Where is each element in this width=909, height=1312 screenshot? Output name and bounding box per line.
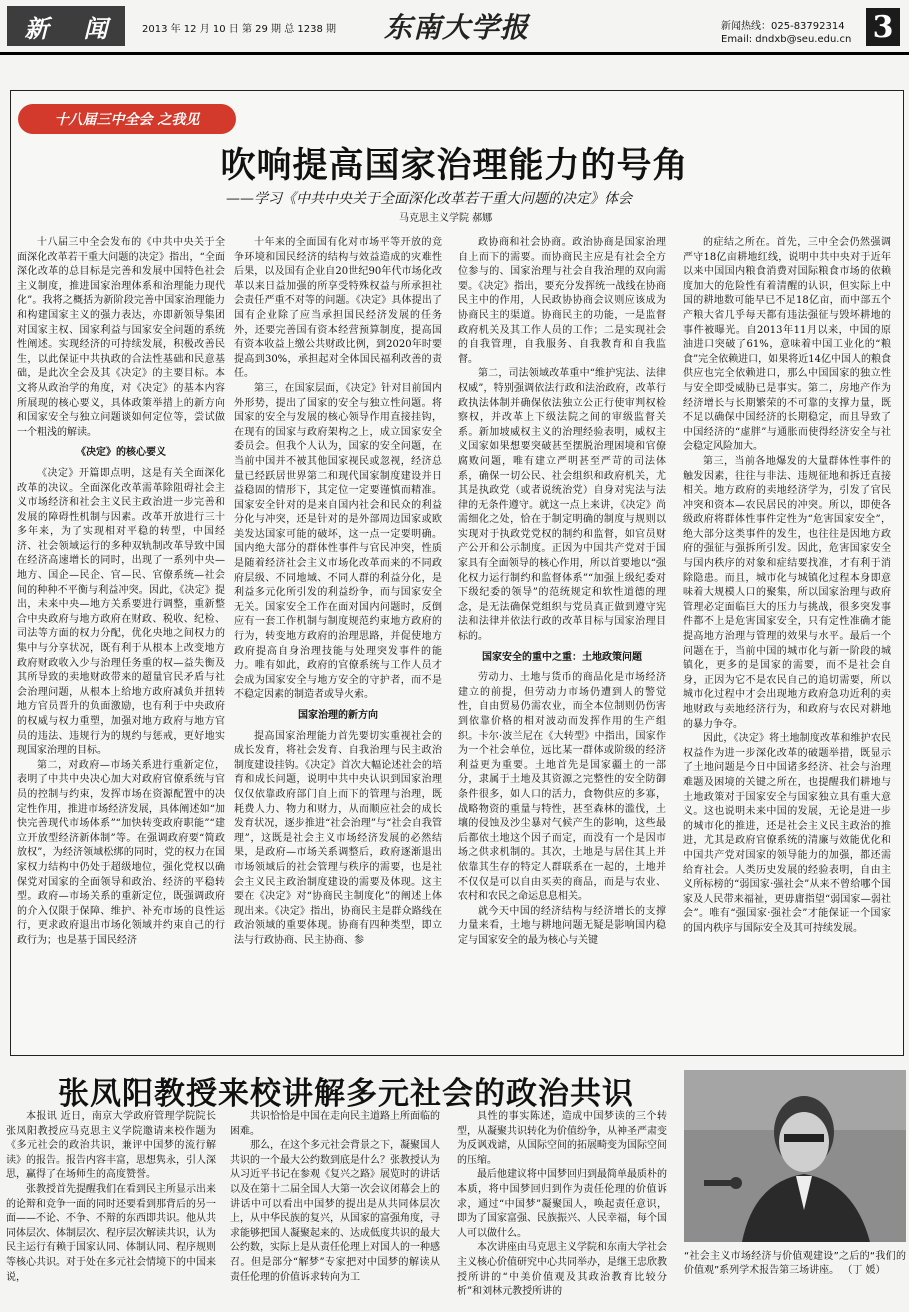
news-paragraph: 那么，在这个多元社会背景之下，凝聚国人共识的一个最大公约数到底是什么？张教授认为从习近平书记在参观《复兴之路》展览时的讲话以及在第十二届全国人大第一次会议闭幕会上的讲话中可以看出中国梦的提出是从共同体层次上，从中华民族的复兴，从国家的富强角度，寻求能够把国人凝聚起来的、达成低度共识的最大公约数，实际上是从责任伦理上对国人的一种感召。但是部分“解梦”专家把对中国梦的解读从责任伦理的价值诉求转向为工 (230, 1140, 440, 1283)
section-subheading: 国家安全的重中之重：土地政策问题 (482, 651, 642, 663)
article-paragraph: 十八届三中全会发布的《中共中央关于全面深化改革若干重大问题的决定》指出，“全面深化改革的总目标是完善和发展中国特色社会主义制度，推进国家治理体系和治理能力现代化”。我将之概括为新阶段完善中国家治理能力和构建国家主义的强力表达，亦即新领导集团对国家主权、国家利益与国家安全问题的系统性阐述。实现经济的可持续发展，积极改善民生，以此保证中共执政的合法性基础和民意基础，是此次全会及其《决定》的主要目标。本文将从政治学的角度，对《决定》的基本内容所展现的核心要义，具体政策举措上的新方向和国家安全与独立问题谈如何定位等，尝试做一个粗浅的解读。 (17, 237, 225, 438)
feature-column-1 (17, 236, 225, 1044)
news-column-3 (457, 1110, 667, 1310)
feature-column-2 (234, 236, 442, 1044)
article-subtitle: ——学习《中共中央关于全面深化改革若干重大问题的决定》体会 (226, 191, 632, 207)
news-paragraph: 本次讲座由马克思主义学院和东南大学社会主义核心价值研究中心共同举办，是继王忠欣教授所讲的“中美价值观及其政治教育比较分析”和刘林元教授所讲的 (457, 1242, 667, 1298)
masthead (0, 0, 909, 52)
article-paragraph: 十年来的全面国有化对市场平等开放的竞争环境和国民经济的结构与效益造成的灾难性后果，以及国有企业自20世纪90年代市场化改革以来日益加强的所享受特殊权益与所承担社会责任严重不对等的问题。《决定》具体提出了国有企业除了应当承担国民经济发展的任务外，还要完善国有资本经营预算制度，提高国有资本收益上缴公共财政比例，到2020年时要提高到30%，承担起对全体国民福利改善的责任。 (234, 237, 442, 380)
news-paragraph: 张教授首先提醒我们在看到民主所显示出来的论辩和竞争一面的同时还要看到那背后的另一面——不论、不争、不辩的东西即共识。他从共同体层次、体制层次、程序层次解读共识，认为民主运行有赖于国家认同、体制认同、程序规则等核心共识。对于处在多元社会情境下的中国来说， (6, 1183, 216, 1283)
news-column-1 (6, 1110, 216, 1310)
series-badge-label: 十八届三中全会 之我见 (54, 112, 200, 128)
article-paragraph: 第二，对政府—市场关系进行重新定位，表明了中共中央决心加大对政府官僚系统与官员的控制与约束，发挥市场在资源配置中的决定性作用，推进市场经济发展，具体阐述如“加快完善现代市场体系”“加快转变政府职能”“建立开放型经济新体制”等。在强调政府要“简政放权”，为经济领域松绑的同时，党的权力在国家权力结构中仍处于超级地位，强化党权以确保党对国家的全面领导和政治、经济的平稳转型。政府—市场关系的重新定位，既强调政府的介入仅限于保障、维护、补充市场的良性运行，更求政府退出市场化领域并约束自己的行政行为；也是基于国民经济 (17, 759, 225, 946)
section-subheading: 国家治理的新方向 (298, 710, 378, 721)
newspaper-logo: 东南大学报 (384, 11, 530, 44)
article-headline: 吹响提高国家治理能力的号角 (220, 145, 689, 186)
section-subheading: 《决定》的核心要义 (76, 447, 166, 459)
section-char-1: 新 (24, 13, 49, 43)
series-badge (18, 104, 236, 134)
issue-dateline: 2013 年 12 月 10 日 第 29 期 总 1238 期 (142, 24, 337, 35)
article-paragraph: 就今天中国的经济结构与经济增长的支撑力量来看，土地与耕地问题无疑是影响国内稳定与国家安全的最为核心与关键 (458, 905, 666, 946)
masthead-rule (0, 52, 909, 55)
news-hotline: 新闻热线：025-83792314 (721, 21, 845, 32)
article-paragraph: 第二，司法领域改革重中“维护宪法、法律权威”，特别强调依法行政和法治政府，改革行政执法体制并确保依法独立公正行使审判权检察权，并改革上下级法院之间的审级监督关系。新加坡威权主义的治理经验表明，威权主义国家如果想要突破甚至摆脱治理困境和官僚腐败问题，唯有建立严明甚至严苛的司法体系，确保一切公民、社会组织和政府机关，尤其是执政党（或者说统治党）自身对宪法与法律的无条件遵守。就这一点上来讲，《决定》尚需细化之处，恰在于制定明确的制度与规则以实现对于执政党党权的制约和监督，如官员财产公开和公示制度。正因为中国共产党对于国家具有全面领导的核心作用，所以首要地以“强化权力运行制约和监督体系”“加强上级纪委对下级纪委的领导”的范统规定和软性道德的理念，是无法确保党组织与党员真正做到遵守宪法和法律并依法行政的改革目标与国家治理目标的。 (458, 368, 666, 643)
news-paragraph: 共识恰恰是中国在走向民主道路上所面临的困难。 (230, 1111, 440, 1137)
article-paragraph: 提高国家治理能力首先要切实重视社会的成长发育，将社会发育、自我治理与民主政治制度建设挂钩。《决定》首次大幅论述社会的培育和成长问题，说明中共中央认识到国家治理仅仅依靠政府部门自上而下的管理与治理，既耗费人力、物力和财力，从而顺应社会的成长发育状况，逐步推进“社会治理”与“社会自我管理”，这既是社会主义市场经济发展的必然结果，是政府—市场关系调整后，政府逐渐退出市场领域后的社会管理与秩序的需要，也是社会主义民主政治制度建设的需要及体现。这主要在《决定》对“协商民主制度化”的阐述上体现出来。《决定》指出，协商民主是群众路线在政治领域的重要体现。协商有四种类型，即立法与行政协商、民主协商、参 (234, 730, 442, 946)
contact-info (721, 20, 851, 46)
feature-column-3 (458, 236, 666, 1044)
article-paragraph: 《决定》开篇即点明，这是有关全面深化改革的决议。全面深化改革需革除阻碍社会主义市场经济和社会主义民主政治进一步完善和发展的障碍性机制与因素。改革开放进行三十多年来，为了实现相对平稳的转型，中国经济、社会领域运行的多种双轨制改革导致中国在经济高速增长的同时，出现了一系列中央—地方、国企—民企、官—民、官僚系统—社会间的种种不平衡与利益冲突。因此，《决定》提出，未来中央—地方关系要进行调整，重新整合中央政府与地方政府在财政、税收、纪检、司法等方面的权力分配，优化央地之间权力的集中与分享状况，既有利于从根本上改变地方政府财政收入少与治理任务重的权—益失衡及其所导致的卖地财政带来的超量官民矛盾与社会治理问题，从根本上给地方政府减负并扭转地方官员晋升的负面激励，也有利于中央政府的权威与权力重塑，加强对地方政府与地方官员的违法、违规行为的规约与惩戒，更好地实现国家治理的目标。 (17, 467, 225, 757)
page-number: 3 (866, 8, 900, 46)
article-paragraph: 第三，在国家层面，《决定》针对目前国内外形势，提出了国家的安全与独立性问题。将国家的安全与发展的核心领导作用直接挂钩，在现有的国家与政府架构之上，成立国家安全委员会。但我个人认为，国家的安全问题，在当前中国并不被其他国家视民或忽视，经济总量已经跃居世界第二和现代国家制度建设并日益稳固的情形下，其定位一定要谨慎而精准。国家安全针对的是来自国内社会和民众的利益分化与冲突，还是针对的是外部周边国家或欧美发达国家可能的破坏，这一点一定要明确。国内绝大部分的群体性事件与官民冲突，性质是随着经济社会主义市场化改革而来的不同政府层级、不同地域、不同人群的利益分化，是利益多元化所引发的利益纷争，而与国家安全无关。国家安全工作在面对国内问题时，反倒应有一套工作机制与制度规范约束地方政府的行为，转变地方政府的治理思路，并促使地方政府提高自身治理技能与处理突发事件的能力。唯有如此，政府的官僚系统与工作人员才会成为国家安全与地方安全的守护者，而不是不稳定因素的制造者或导火索。 (234, 382, 442, 701)
article-paragraph: 因此，《决定》将土地制度改革和维护农民权益作为进一步深化改革的破题举措，既显示了土地问题是今日中国诸多经济、社会与治理难题及困境的关键之所在，也提醒我们耕地与土地政策对于国家安全与国家独立具有重大意义。这也说明未来中国的发展，无论是进一步的城市化的推进，还是社会主义民主政治的推进，尤其是政府官僚系统的清廉与效能优化和中国共产党对国家的领导能力的加强，都还需给育社会。人类历史发展的经验表明，自由主义所标榜的“弱国家·强社会”从来不曾给哪个国家及人民带来福祉，更毋庸指望“弱国家—弱社会”。唯有“强国家·强社会”才能保证一个国家的国内秩序与国际安全及其可持续发展。 (683, 733, 891, 934)
feature-column-4 (683, 236, 891, 1044)
article-paragraph: 的症结之所在。首先，三中全会仍然强调严守18亿亩耕地红线，说明中共中央对于近年以来中国国内粮食消费对国际粮食市场的依赖度加大的危险性有着清醒的认识，但实际上中国的耕地数可能早已不足18亿亩，而中部五个产粮大省几乎每天都有违法强征与毁坏耕地的事件被曝光。自2013年11月以来，中国的原油进口突破了61%，意味着中国工业化的“粮食”完全依赖进口，如果将近14亿中国人的粮食供应也完全依赖进口，那么中国国家的独立性与安全即受威胁已是事实。第二，房地产作为经济增长与长期繁荣的不可靠的支撑力量，既不足以确保中国经济的长期稳定，而且导致了中国经济的“虚胖”与通胀而使得经济安全与社会稳定风险加大。 (683, 237, 891, 453)
section-label (7, 6, 125, 46)
news-paragraph: 本报讯 近日，南京大学政府管理学院院长张凤阳教授应马克思主义学院邀请来校作题为《多元社会的政治共识，兼评中国梦的流行解读》的报告。报告内容丰富，思想隽永，引人深思，赢得了在场师生的高度赞誉。 (6, 1111, 216, 1181)
section-char-2: 闻 (83, 13, 108, 43)
article-paragraph: 政协商和社会协商。政治协商是国家治理自上而下的需要。而协商民主应是有社会全方位参与的、国家治理与社会自我治理的双向需要。《决定》指出，要充分发挥统一战线在协商民主中的作用，人民政协协商会议则应该成为协商民主的渠道。协商民主的功能，一是监督政府机关及其工作人员的工作；二是实现社会的自我管理，自我服务、自我教育和自我监督。 (458, 237, 666, 365)
photo-caption: “社会主义市场经济与价值观建设”之后的“我们的价值观”系列学术报告第三场讲座。 （丁 媛） (684, 1251, 906, 1276)
lecture-photo (684, 1070, 906, 1242)
news-paragraph: 最后他建议将中国梦回归到最简单最质朴的本质，将中国梦回归到作为责任伦理的价值诉求，通过“中国梦”凝聚国人，唤起责任意识，即为了国家富强、民族振兴、人民幸福，每个国人可以做什么。 (457, 1169, 667, 1239)
news-paragraph: 具性的事实陈述，造成中国梦读的三个转型，从凝聚共识转化为价值纷争，从神圣严肃变为反讽戏谑，从国际空间的拓展畸变为国际空间的压缩。 (457, 1111, 667, 1166)
contact-email: Email: dndxb@seu.edu.cn (721, 34, 852, 45)
article-byline: 马克思主义学院 郝娜 (399, 213, 493, 224)
article-paragraph: 第三，当前各地爆发的大量群体性事件的触发因素，往往与非法、违规征地和拆迁直接相关。地方政府的卖地经济学为，引发了官民冲突和资本—农民居民的冲突。所以，即使各级政府将群体性事件定性为“危害国家安全”，绝大部分这类事件的发生，也往往是因地方政府的强征与强拆所引发。因此，危害国家安全与国内秩序的对象和症结要找准，才有利于消除隐患。而且，城市化与城镇化过程本身即意味着大规模人口的聚集，所以国家治理与政府管理必定面临巨大的压力与挑战，很多突发事件都不上是危害国家安全，只有定性准确才能提高地方治理与管理的效果与水平。最后一个问题在于，当前中国的城市化与新一阶段的城镇化，更多的是国家的需要，而不是社会自身，正因为它不是农民自己的追切需要，所以城市化过程中才会出现地方政府急功近利的卖地财政与卖地经济行为，和政府与农民对耕地的暴力争夺。 (683, 455, 891, 730)
article-paragraph: 劳动力、土地与货币的商品化是市场经济建立的前提，但劳动力市场仍遭到人的警觉性，自由贸易仍需农业，而全本位制则仍伤害到依靠价格的相对波动而发挥作用的生产组织。卡尔·波兰尼在《大转型》中指出，国家作为一个社会单位，远比某一群体或阶级的经济利益更为重要。土地首先是国家疆土的一部分，隶属于土地及其资源之完整性的安全防御条件很多，如人口的活力，食物供应的多寡，战略物资的重量与特性，甚至森林的滥伐，土壤的侵蚀及沙尘暴对气候产生的影响，这些最后都依土地这个因子而定，而没有一个是因市场之供求机制的。其次，土地是与居住其上并依靠其生存的特定人群联系在一起的，土地并不仅仅是可以自由买卖的商品，而是与农业、农村和农民之命运息息相关。 (458, 672, 666, 903)
news-headline: 张凤阳教授来校讲解多元社会的政治共识 (58, 1076, 634, 1112)
news-column-2 (230, 1110, 440, 1310)
